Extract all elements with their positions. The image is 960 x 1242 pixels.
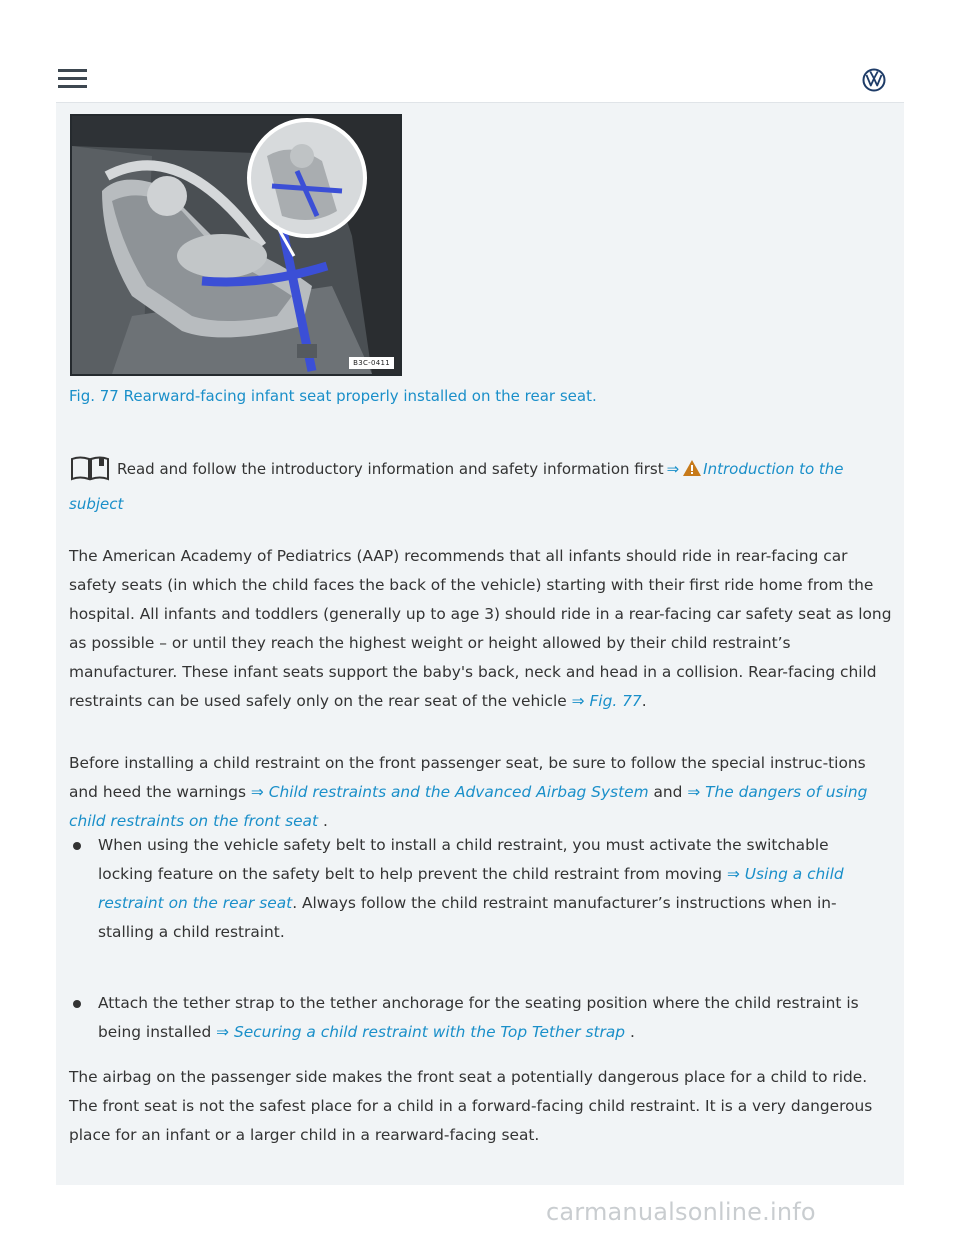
paragraph2-end: .	[322, 812, 328, 830]
paragraph-aap	[69, 542, 894, 716]
paragraph2-text: Before installing a child restraint on the front passenger seat, be sure to follow the special instruc-tions and heed the warnings	[69, 754, 866, 801]
bullet1-after: . Always follow the child restraint manufacturer’s instructions when in-stalling a child restraint.	[98, 894, 837, 941]
paragraph-front-seat	[69, 749, 894, 836]
paragraph2-mid: and	[653, 783, 683, 801]
bullet-dot	[73, 842, 81, 850]
intro-instruction	[69, 455, 889, 518]
top-bar	[0, 0, 960, 104]
bullet2-after: .	[629, 1023, 635, 1041]
figure-caption: Fig. 77 Rearward-facing infant seat properly installed on the rear seat.	[69, 387, 597, 405]
intro-text: Read and follow the introductory information and safety information first	[117, 460, 664, 478]
link-rear-seat[interactable]: ⇒ Using a child restraint on the rear seat	[98, 865, 844, 912]
bullet2-text: Attach the tether strap to the tether anchorage for the seating position where the child restraint is being installed	[98, 994, 859, 1041]
link-dangers-front-seat[interactable]: ⇒ The dangers of using child restraints on the front seat	[69, 783, 868, 830]
figure-code-label: B3C-0411	[349, 357, 394, 369]
bullet-dot	[73, 1000, 81, 1008]
vw-logo-icon[interactable]	[862, 68, 886, 92]
paragraph1-end: .	[641, 692, 647, 710]
list-item	[98, 831, 888, 947]
hamburger-menu-icon[interactable]	[58, 66, 88, 92]
figure-infant-seat-illustration	[70, 114, 402, 376]
paragraph-airbag: The airbag on the passenger side makes the front seat a potentially dangerous place for a child to ride. The front seat is not the safest place for a child in a forward-facing child restraint. It is a very dangerous place for an infant or a larger child in a rearward-facing seat.	[69, 1068, 873, 1144]
link-advanced-airbag[interactable]: ⇒ Child restraints and the Advanced Airbag System	[250, 783, 649, 801]
document-content	[56, 103, 904, 1185]
link-fig-77[interactable]: ⇒ Fig. 77	[571, 692, 642, 710]
link-top-tether[interactable]: ⇒ Securing a child restraint with the Top Tether strap	[216, 1023, 626, 1041]
book-icon	[69, 455, 111, 490]
paragraph1-text: The American Academy of Pediatrics (AAP) recommends that all infants should ride in rear-facing car safety seats (in which the child faces the back of the vehicle) starting with their first ride home from the hospital. All infants and toddlers (generally up to age 3) should ride in a rear-facing car safety seat as long as possible – or until they reach the highest weight or height allowed by their child restraint’s manufacturer. These infant seats support the baby's back, neck and head in a collision. Rear-facing child restraints can be used safely only on the rear seat of the vehicle	[69, 547, 892, 710]
bullet1-text: When using the vehicle safety belt to install a child restraint, you must activate the switchable locking feature on the safety belt to help prevent the child restraint from moving	[98, 836, 829, 883]
list-item	[98, 989, 888, 1047]
warning-triangle-icon	[683, 457, 701, 485]
link-introduction[interactable]: Introduction to the subject	[69, 460, 844, 513]
intro-arrow: ⇒	[666, 460, 680, 478]
watermark: carmanualsonline.info	[546, 1198, 816, 1226]
